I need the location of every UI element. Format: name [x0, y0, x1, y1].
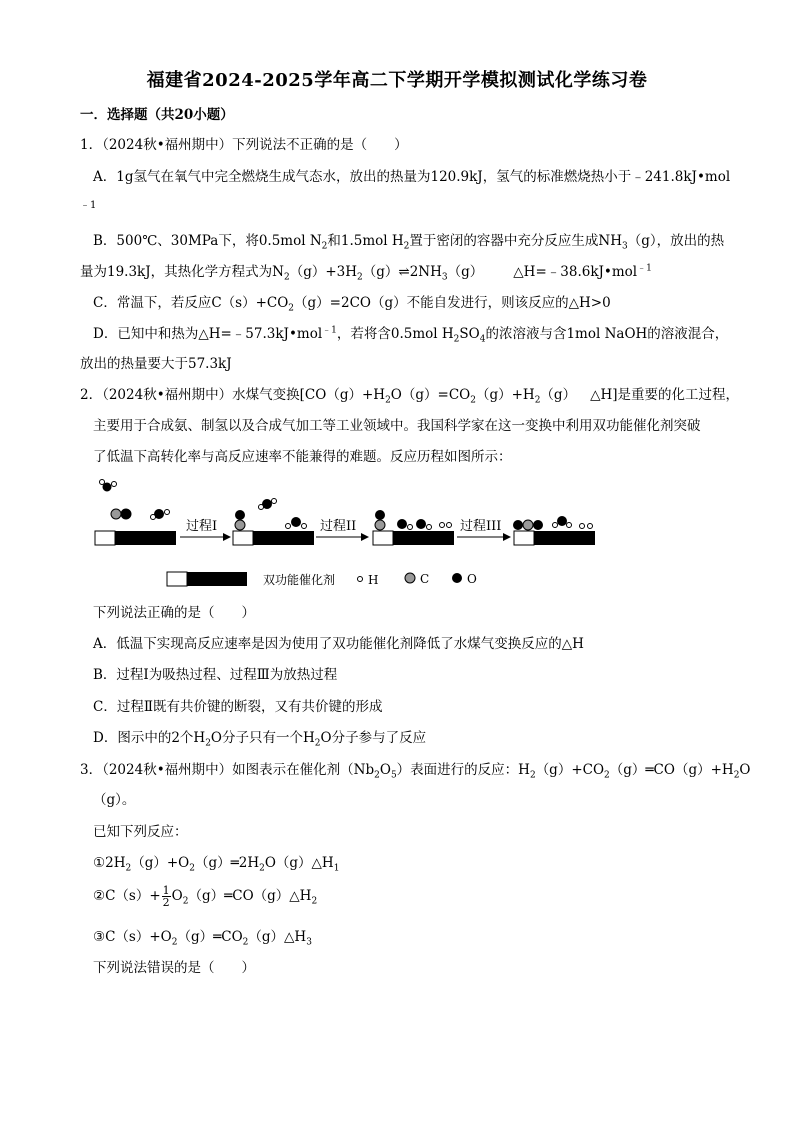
q3-reaction-3: $③C(s)+O_2(g)═CO_2(g)\triangle H_3$: [93, 929, 312, 948]
diagram-legend: [167, 572, 477, 587]
q1-stem: 1．（2024秋•福州期中）下列说法不正确的是（ ）: [80, 137, 408, 153]
fraction-one-half: $\frac{1}{2}$: [162, 884, 170, 909]
q3-reaction-2: ②C（s）+ $\frac{1}{2}$ $O_2(g)═CO(g)\triangle H_2$: [93, 884, 318, 909]
legend-catalyst: 双功能催化剂: [263, 573, 336, 587]
q1-option-b-line1: B．500℃、30MPa下，将0.5mol $N_2$和1.5mol $H_2$置于密闭的容器中充分反应生成$NH_3(g)$，放出的热: [93, 233, 725, 252]
q2-option-d: D．图示中的2个$H_2O$分子只有一个$H_2O$分子参与了反应: [93, 730, 427, 749]
q1-option-b-line2: 量为19.3kJ，其热化学方程式为$N_2(g)+3H_2(g)\rightleftharpoons 2NH_3(g)$ △H=﹣38.6kJ•mol$^{﹣1}$: [80, 263, 652, 283]
catalyst-stage-0: [95, 480, 176, 546]
q1-option-a-cont: ﹣1: [80, 200, 97, 211]
section-heading: 一．选择题（共20小题）: [80, 107, 234, 123]
q2-stem-line1: 2．（2024秋•福州期中）水煤气变换[$CO(g)+H_2O(g)=CO_2(g)+H_2(g)$ △H]是重要的化工过程，: [80, 387, 739, 406]
catalyst-stage-3: [514, 517, 596, 546]
catalyst-stage-1: [233, 499, 314, 546]
q1-option-d-line1: D．已知中和热为△H=﹣57.3kJ•mol$^{﹣1}$，若将含0.5mol $H_2SO_4$的浓溶液与含1mol NaOH的溶液混合，: [93, 325, 729, 345]
legend-o: O: [467, 572, 477, 586]
q1-option-d-line2: 放出的热量要大于57.3kJ: [80, 356, 232, 372]
q3-known: 已知下列反应：: [93, 824, 188, 840]
legend-c: C: [420, 572, 430, 586]
step2-label: 过程II: [320, 519, 357, 534]
page-title: 福建省2024-2025学年高二下学期开学模拟测试化学练习卷: [146, 70, 648, 91]
step3-label: 过程III: [460, 519, 502, 534]
q3-stem-line1: 3．（2024秋•福州期中）如图表示在催化剂$(Nb_2O_5)$表面进行的反应：$H_2(g)+CO_2(g)═CO(g)+H_2O$: [80, 762, 751, 781]
q2-option-b: B．过程Ⅰ为吸热过程、过程Ⅲ为放热过程: [93, 667, 338, 683]
q2-ask: 下列说法正确的是（ ）: [93, 605, 255, 621]
q1-option-a: A．1g氢气在氧气中完全燃烧生成气态水，放出的热量为120.9kJ，氢气的标准燃烧热小于﹣241.8kJ•mol: [93, 169, 731, 185]
catalyst-stage-2: [373, 511, 454, 546]
q3-reaction-1: $①2H_2(g)+O_2(g)═2H_2O(g)\triangle H_1$: [93, 855, 340, 874]
q2-stem-line2: 主要用于合成氨、制氢以及合成气加工等工业领域中。我国科学家在这一变换中利用双功能催化剂突破: [93, 418, 701, 434]
reaction-diagram: [90, 470, 610, 595]
q3-ask: 下列说法错误的是（ ）: [93, 960, 255, 976]
q2-stem-line3: 了低温下高转化率与高反应速率不能兼得的难题。反应历程如图所示：: [93, 449, 512, 465]
legend-h: H: [368, 573, 379, 587]
q3-stem-line2: （g）。: [93, 792, 136, 808]
q2-option-c: C．过程Ⅱ既有共价键的断裂，又有共价键的形成: [93, 699, 383, 715]
step1-label: 过程I: [186, 519, 218, 534]
q1-option-c: C．常温下，若反应$C(s)+CO_2(g)=2CO(g)$不能自发进行，则该反应的△H>0: [93, 295, 611, 314]
q2-option-a: A．低温下实现高反应速率是因为使用了双功能催化剂降低了水煤气变换反应的△H: [93, 636, 584, 652]
